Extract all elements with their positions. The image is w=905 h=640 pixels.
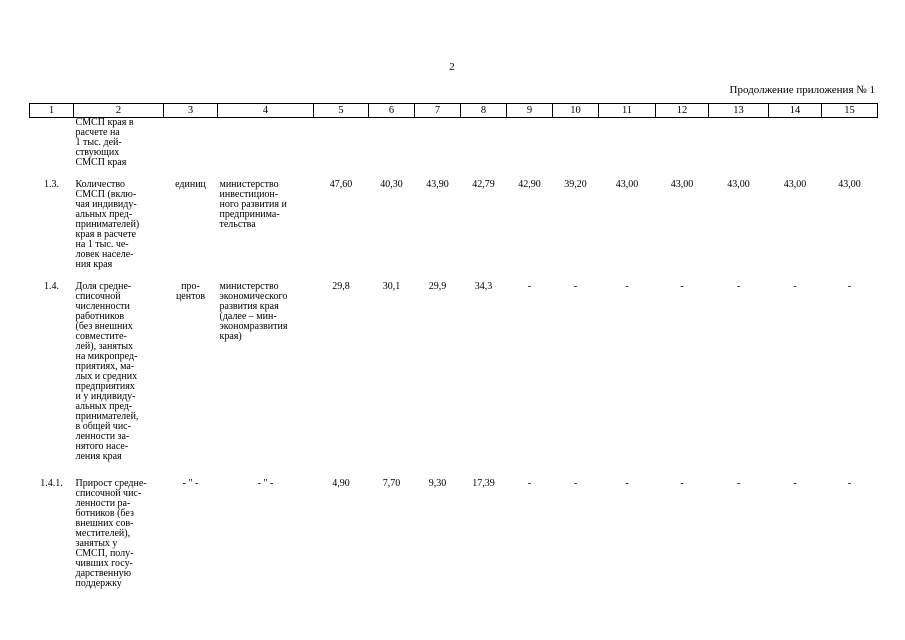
column-number: 14 [769,104,822,118]
cell-text-line: Прирост средне- [75,477,147,489]
cell-text-line: про- [181,280,200,292]
indicators-table [29,103,878,599]
cell-text-line: принимателей, [75,410,139,422]
cell-text-line: поддержку [75,577,122,589]
cell-text-line: ловек населе- [75,248,134,260]
value-cell: 42,90 [518,178,541,190]
cell-text-line: ного развития и [219,198,287,210]
cell-text-line: Количество [75,178,126,190]
value-cell: - [793,280,797,292]
cell-text-line: численности [75,300,130,312]
cell-text-line: тельства [219,218,256,230]
cell-text-line: (далее – мин- [219,310,277,322]
appendix-continuation-title: Продолжение приложения № 1 [729,84,875,96]
cell-text-line: лых и средних [75,370,138,382]
value-cell: - [625,280,629,292]
cell-text-line: центов [175,290,206,302]
cell-text-line: СМСП края [75,157,127,168]
cell-text-line: инвестицион- [219,188,279,200]
cell-text-line: занятых у [75,537,118,549]
row-number: 1.4.1. [40,477,63,489]
cell-text-line: СМСП, полу- [75,547,134,559]
table-row [30,473,878,599]
row-number [30,118,74,174]
value-cell [314,118,369,174]
value-cell [599,118,656,174]
value-cell: 29,9 [428,280,447,292]
column-number: 2 [74,104,164,118]
value-cell: 42,79 [472,178,495,190]
cell-text-line: Доля средне- [75,280,132,292]
column-number: 6 [369,104,415,118]
cell-text-line: лей), занятых [75,340,134,352]
cell-text-line: предприятиях [75,380,135,392]
value-cell: 43,00 [838,178,861,190]
value-cell: - [793,477,797,489]
value-cell [656,118,709,174]
cell-text-line: ленности за- [75,430,130,442]
value-cell: 43,00 [615,178,639,190]
cell-text-line: края в расчете [75,228,137,240]
value-cell: 47,60 [329,178,353,190]
page-number: 2 [449,61,455,73]
row-number: 1.3. [44,178,59,190]
value-cell: 43,00 [783,178,807,190]
table-row [30,118,878,174]
value-cell: - [847,280,852,292]
value-cell: - [527,280,532,292]
value-cell: 7,70 [382,477,401,489]
cell-text-line: ленности ра- [75,497,131,509]
column-number: 1 [30,104,74,118]
cell-text-line: нятого насе- [75,440,129,452]
cell-text-line: (без внешних [75,320,133,332]
cell-text-line: принимателей) [75,218,140,230]
value-cell: - [573,280,578,292]
value-cell [461,118,507,174]
cell-text-line: на микропред- [75,350,138,362]
value-cell: 43,00 [670,178,694,190]
column-number: 7 [415,104,461,118]
column-number: 13 [709,104,769,118]
cell-text-line: приятиях, ма- [75,360,135,372]
cell-text-line: края) [219,330,242,342]
value-cell: 4,90 [332,477,350,489]
cell-text-line: - " - [182,477,199,489]
cell-text-line: предпринима- [219,208,280,220]
cell-text-line: единиц [175,178,206,190]
cell-text-line: СМСП края в [75,117,134,128]
cell-text-line: местителей), [75,527,131,539]
value-cell: - [680,477,684,489]
value-cell: 39,20 [564,178,587,190]
column-number-row [30,104,878,118]
cell-text-line: - " - [257,477,274,489]
value-cell: - [736,280,741,292]
cell-text-line: министерство [219,178,279,190]
cell-text-line: и у индивиду- [75,390,136,402]
value-cell [553,118,599,174]
cell-text-line: дарственную [75,567,132,579]
cell-text-line: совместите- [75,330,127,342]
column-number: 12 [656,104,709,118]
value-cell: - [625,477,629,489]
table-row [30,276,878,473]
cell-text-line: списочной [75,290,121,302]
cell-text-line: ления края [75,450,122,462]
cell-text-line: в общей чис- [75,420,131,432]
cell-text-line: внешних сов- [75,517,134,529]
cell-text-line: СМСП (вклю- [75,188,137,200]
cell-text-line: расчете на [75,127,120,138]
cell-text-line: ствующих [75,147,120,158]
column-number: 15 [822,104,878,118]
value-cell: 43,00 [727,178,750,190]
cell-text-line: чивших госу- [75,557,133,569]
cell-text-line: списочной чис- [75,487,142,499]
value-cell: 9,30 [428,477,447,489]
value-cell: - [847,477,852,489]
column-number: 3 [164,104,218,118]
column-number: 11 [599,104,656,118]
value-cell: 29,8 [332,280,350,292]
cell-text-line: альных пред- [75,400,133,412]
value-cell [369,118,415,174]
value-cell: - [527,477,532,489]
value-cell: 30,1 [382,280,401,292]
value-cell: 40,30 [380,178,403,190]
row-number: 1.4. [44,280,59,292]
cell-text-line: 1 тыс. дей- [75,137,122,148]
value-cell [822,118,878,174]
cell-text-line: чая индивиду- [75,198,137,210]
value-cell [415,118,461,174]
column-number: 8 [461,104,507,118]
value-cell: - [680,280,684,292]
value-cell: - [736,477,741,489]
cell-text-line: министерство [219,280,279,292]
cell-text-line: работников [75,310,125,322]
value-cell [769,118,822,174]
table-row [30,174,878,276]
cell-text-line: развития края [219,300,279,312]
cell-text-line: альных пред- [75,208,133,220]
cell-text-line: экономического [219,290,288,302]
column-number: 9 [507,104,553,118]
value-cell: 34,3 [474,280,493,292]
column-number: 5 [314,104,369,118]
column-number: 4 [218,104,314,118]
cell-text-line: экономразвития [219,320,288,332]
cell-text-line: на 1 тыс. че- [75,238,129,250]
value-cell: 17,39 [472,477,495,489]
cell-text-line: ботников (без [75,507,134,519]
value-cell [507,118,553,174]
column-number: 10 [553,104,599,118]
value-cell [709,118,769,174]
cell-text-line: ния края [75,258,113,270]
value-cell: - [573,477,578,489]
value-cell: 43,90 [426,178,449,190]
